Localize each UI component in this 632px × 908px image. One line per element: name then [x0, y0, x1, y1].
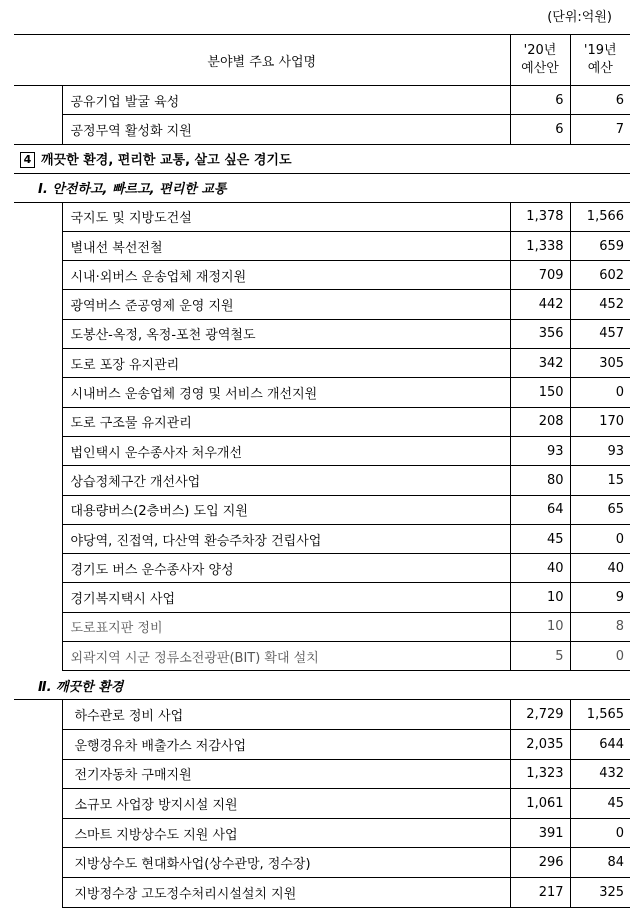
subsection-title: Ⅰ. 안전하고, 빠르고, 편리한 교통 — [38, 173, 630, 202]
row-2020: 208 — [510, 407, 570, 436]
table-row — [14, 729, 630, 759]
row-name: 대용량버스(2층버스) 도입 지원 — [62, 495, 510, 524]
table-row — [14, 466, 630, 495]
subsection-row — [14, 671, 630, 700]
row-2020: 150 — [510, 378, 570, 407]
row-name: 공유기업 발굴 육성 — [62, 86, 510, 115]
row-2019: 602 — [570, 261, 630, 290]
row-name: 별내선 복선전철 — [62, 231, 510, 260]
table-row — [14, 789, 630, 819]
row-2020: 10 — [510, 612, 570, 641]
row-2020: 1,061 — [510, 789, 570, 819]
row-2019: 15 — [570, 466, 630, 495]
table-row — [14, 86, 630, 115]
row-name: 시내·외버스 운송업체 재정지원 — [62, 261, 510, 290]
budget-table — [14, 34, 630, 908]
row-2020: 356 — [510, 319, 570, 348]
header-2019 — [570, 35, 630, 86]
header-2019-line1: '19년 — [583, 43, 617, 58]
row-name: 도로표지판 정비 — [62, 612, 510, 641]
table-row — [14, 818, 630, 848]
row-2019: 45 — [570, 789, 630, 819]
table-row — [14, 495, 630, 524]
row-name: 전기자동차 구매지원 — [62, 759, 510, 789]
row-2020: 93 — [510, 436, 570, 465]
row-2020: 2,035 — [510, 729, 570, 759]
row-name: 도로 포장 유지관리 — [62, 349, 510, 378]
row-2019: 7 — [570, 115, 630, 144]
row-2019: 8 — [570, 612, 630, 641]
row-name: 소규모 사업장 방지시설 지원 — [62, 789, 510, 819]
table-row — [14, 407, 630, 436]
header-2020 — [510, 35, 570, 86]
table-row — [14, 642, 630, 671]
row-2020: 296 — [510, 848, 570, 878]
table-row — [14, 319, 630, 348]
row-2020: 64 — [510, 495, 570, 524]
table-row — [14, 378, 630, 407]
table-row — [14, 583, 630, 612]
row-2019: 93 — [570, 436, 630, 465]
row-2020: 6 — [510, 86, 570, 115]
table-row — [14, 231, 630, 260]
row-2020: 6 — [510, 115, 570, 144]
row-2020: 10 — [510, 583, 570, 612]
row-2019: 659 — [570, 231, 630, 260]
row-2019: 305 — [570, 349, 630, 378]
table-row — [14, 261, 630, 290]
row-name: 광역버스 준공영제 운영 지원 — [62, 290, 510, 319]
row-2019: 325 — [570, 877, 630, 907]
row-name: 외곽지역 시군 정류소전광판(BIT) 확대 설치 — [62, 642, 510, 671]
row-2020: 80 — [510, 466, 570, 495]
row-2019: 0 — [570, 378, 630, 407]
row-2019: 0 — [570, 524, 630, 553]
row-name: 도봉산-옥정, 옥정-포천 광역철도 — [62, 319, 510, 348]
table-row — [14, 290, 630, 319]
row-name: 법인택시 운수종사자 처우개선 — [62, 436, 510, 465]
row-2020: 2,729 — [510, 700, 570, 730]
row-2020: 342 — [510, 349, 570, 378]
row-2020: 1,323 — [510, 759, 570, 789]
table-row — [14, 436, 630, 465]
row-2019: 452 — [570, 290, 630, 319]
row-name: 경기복지택시 사업 — [62, 583, 510, 612]
row-2019: 1,565 — [570, 700, 630, 730]
section-title — [14, 144, 630, 173]
table-row — [14, 115, 630, 144]
row-2019: 1,566 — [570, 202, 630, 231]
section-title-text: 깨끗한 환경, 편리한 교통, 살고 싶은 경기도 — [41, 152, 292, 168]
row-2019: 644 — [570, 729, 630, 759]
header-name: 분야별 주요 사업명 — [14, 35, 510, 86]
row-2019: 9 — [570, 583, 630, 612]
row-2019: 6 — [570, 86, 630, 115]
row-2020: 45 — [510, 524, 570, 553]
row-2019: 0 — [570, 642, 630, 671]
row-name: 지방상수도 현대화사업(상수관망, 정수장) — [62, 848, 510, 878]
row-2019: 40 — [570, 554, 630, 583]
row-2020: 217 — [510, 877, 570, 907]
row-2019: 84 — [570, 848, 630, 878]
row-name: 스마트 지방상수도 지원 사업 — [62, 818, 510, 848]
row-name: 공정무역 활성화 지원 — [62, 115, 510, 144]
row-2020: 1,338 — [510, 231, 570, 260]
row-name: 경기도 버스 운수종사자 양성 — [62, 554, 510, 583]
table-row — [14, 700, 630, 730]
row-2019: 0 — [570, 818, 630, 848]
table-row — [14, 202, 630, 231]
row-2020: 1,378 — [510, 202, 570, 231]
row-name: 야당역, 진접역, 다산역 환승주차장 건립사업 — [62, 524, 510, 553]
row-name: 운행경유차 배출가스 저감사업 — [62, 729, 510, 759]
table-row — [14, 848, 630, 878]
row-2020: 391 — [510, 818, 570, 848]
row-name: 시내버스 운송업체 경영 및 서비스 개선지원 — [62, 378, 510, 407]
section-number: 4 — [20, 152, 35, 168]
row-2020: 709 — [510, 261, 570, 290]
table-row — [14, 524, 630, 553]
subsection-row — [14, 173, 630, 202]
header-2020-line1: '20년 — [523, 43, 557, 58]
row-2020: 5 — [510, 642, 570, 671]
unit-label: (단위:억원) — [547, 10, 612, 25]
row-2019: 432 — [570, 759, 630, 789]
table-header — [14, 35, 630, 86]
row-2019: 457 — [570, 319, 630, 348]
table-row — [14, 759, 630, 789]
row-2019: 170 — [570, 407, 630, 436]
row-name: 하수관로 정비 사업 — [62, 700, 510, 730]
table-row — [14, 554, 630, 583]
row-2019: 65 — [570, 495, 630, 524]
row-name: 상습정체구간 개선사업 — [62, 466, 510, 495]
subsection-title: Ⅱ. 깨끗한 환경 — [38, 671, 630, 700]
row-name: 국지도 및 지방도건설 — [62, 202, 510, 231]
row-2020: 40 — [510, 554, 570, 583]
row-name: 도로 구조물 유지관리 — [62, 407, 510, 436]
table-row — [14, 612, 630, 641]
table-row — [14, 877, 630, 907]
header-2020-line2: 예산안 — [521, 61, 559, 76]
section-row — [14, 144, 630, 173]
header-2019-line2: 예산 — [587, 61, 613, 76]
row-name: 지방정수장 고도정수처리시설설치 지원 — [62, 877, 510, 907]
table-row — [14, 349, 630, 378]
row-2020: 442 — [510, 290, 570, 319]
